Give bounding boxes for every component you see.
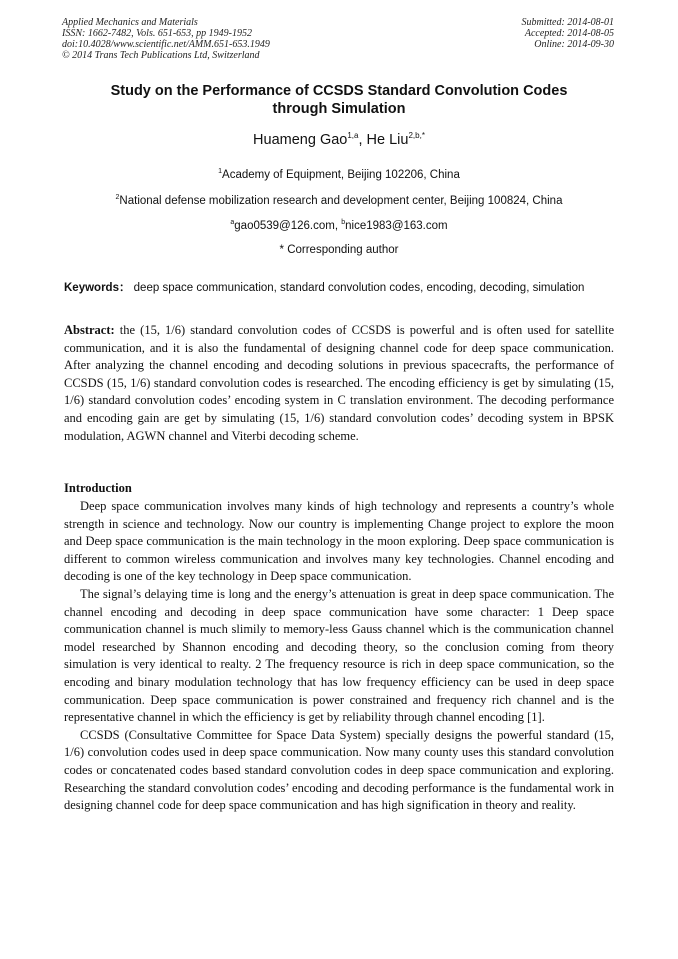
introduction-heading: Introduction [64, 481, 132, 495]
copyright-line: © 2014 Trans Tech Publications Ltd, Switzerland [62, 50, 260, 61]
doi-line: doi:10.4028/www.scientific.net/AMM.651-653.1949 [62, 39, 270, 50]
abstract-text: the (15, 1/6) standard convolution codes of CCSDS is powerful and is often used for satellite communication, and it is also the fundamental of designing channel code for deep space communication. After analyzing the channel encoding and decoding solutions in previous spacecrafts, the performance of CCSDS (15, 1/6) standard convolution codes is researched. The encoding efficiency is get by simulating (15, 1/6) standard convolution codes’ encoding system in C translation environment. The decoding performance and encoding gain are get by simulating (15, 1/6) standard convolution codes’ decoding system in BPSK modulation, AGWN channel and Viterbi decoding scheme. [64, 323, 614, 443]
title-line-1: Study on the Performance of CCSDS Standard Convolution Codes [110, 83, 568, 99]
email-a: gao0539@126.com, [234, 219, 342, 232]
affiliation-1-text: Academy of Equipment, Beijing 102206, China [222, 168, 460, 181]
journal-name: Applied Mechanics and Materials [62, 17, 198, 28]
keywords-text: deep space communication, standard convolution codes, encoding, decoding, simulation [130, 282, 585, 294]
affiliation-2-sup: 2 [115, 194, 120, 201]
keywords-label: Keywords： [64, 282, 131, 294]
email-b: nice1983@163.com [345, 219, 448, 232]
paragraph: The signal’s delaying time is long and the energy’s attenuation is great in deep space communication. The channel encoding and decoding in deep space communication have some character: 1 Deep space communication channel is much slimily to memory-less Gauss channel which is the communication channel model researched by Shannon encoding and decoding theory, so the conclusion coming from theory simulation is very identical to realty. 2 The frequency resource is rich in deep space communication, so the encoding and binary modulation technology that has low frequency efficiency can be used in deep space communication. Deep space communication is power constrained and frequency rich channel and is the representative channel in which the efficiency is get by reliability through channel encoding [1]. [64, 586, 614, 725]
author-1-sup: 1,a [347, 131, 359, 140]
accepted-date: Accepted: 2014-08-05 [524, 28, 614, 39]
author-emails [64, 219, 614, 232]
affiliation-2 [64, 194, 614, 207]
online-date: Online: 2014-09-30 [534, 39, 614, 50]
paper-title [64, 82, 614, 118]
submitted-date: Submitted: 2014-08-01 [521, 17, 614, 28]
author-separator: , [358, 131, 367, 148]
author-2: He Liu [366, 131, 409, 148]
introduction-body [64, 498, 614, 815]
abstract [64, 322, 614, 445]
affiliation-1 [64, 168, 614, 181]
paragraph: Deep space communication involves many kinds of high technology and represents a country’s whole strength in science and technology. Now our country is implementing Change project to explore the moon and Deep space communication is the main technology in the moon exploring. Deep space communication is different to common wireless communication and involves many key technologies. Channel encoding and decoding is one of the key technology in Deep space communication. [64, 499, 614, 584]
author-2-sup: 2,b,* [408, 131, 425, 140]
title-line-2: through Simulation [272, 101, 406, 117]
journal-header-right [522, 17, 615, 50]
abstract-label: Abstract: [64, 323, 115, 337]
affiliation-1-sup: 1 [218, 168, 223, 175]
email-a-sup: a [230, 219, 235, 226]
author-list [64, 131, 614, 148]
paragraph: CCSDS (Consultative Committee for Space Data System) specially designs the powerful standard (15, 1/6) convolution codes used in deep space communication. Now many county uses this standard convolution codes or concatenated codes based standard convolution codes in deep space communication and exploring. Researching the standard convolution codes’ encoding and decoding performance is the fundamental work in designing channel code for deep space communication and has high signification in theory and reality. [64, 727, 614, 813]
journal-header-left [62, 17, 270, 61]
email-b-sup: b [341, 219, 346, 226]
issn-line: ISSN: 1662-7482, Vols. 651-653, pp 1949-1952 [62, 28, 252, 39]
keywords [64, 280, 614, 297]
corresponding-note: * Corresponding author [279, 244, 399, 256]
author-1: Huameng Gao [253, 131, 348, 148]
affiliation-2-text: National defense mobilization research and development center, Beijing 100824, China [119, 194, 563, 207]
